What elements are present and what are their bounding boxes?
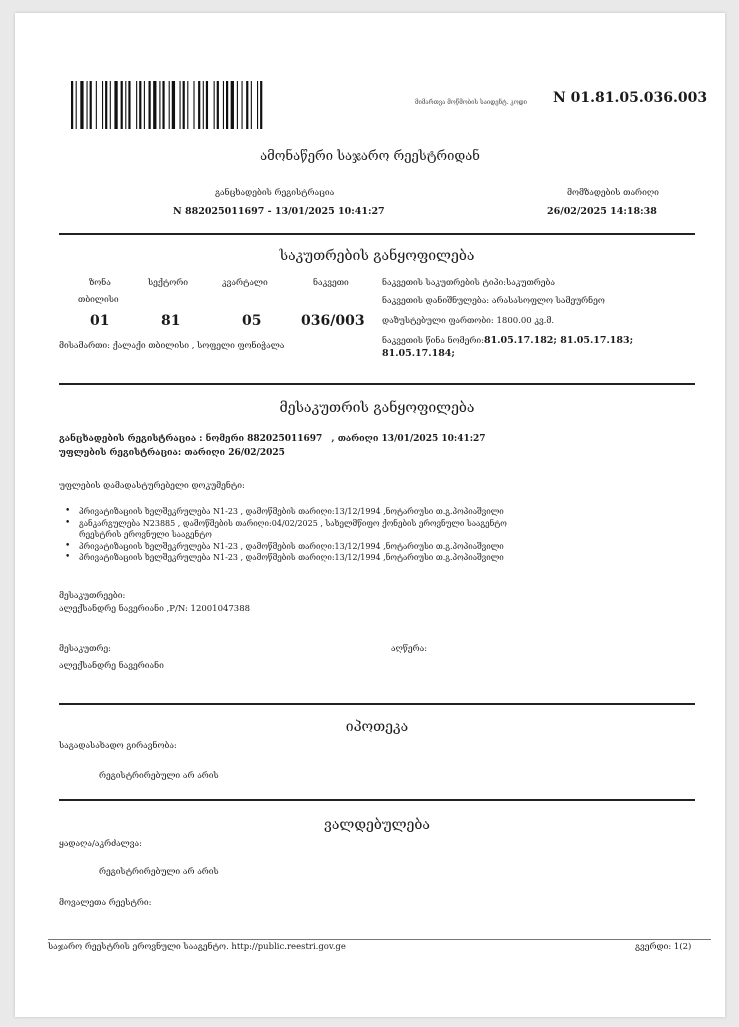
preparation-date-label: მომზადების თარიღი (567, 188, 659, 198)
owner-label: მესაკუთრე: (59, 644, 112, 654)
sector-value: 81 (161, 313, 181, 329)
seizure-label: ყადაღა/აკრძალვა: (59, 839, 142, 849)
previous-number-value-2: 81.05.17.184; (382, 348, 455, 359)
owner-section-title: მესაკუთრის განყოფილება (279, 400, 475, 416)
document-number: N 01.81.05.036.003 (553, 90, 708, 106)
divider (59, 703, 695, 705)
parcel-purpose (382, 296, 605, 306)
address: მისამართი: ქალაქი თბილისი , სოფელი ფონიჭალა (59, 341, 285, 351)
barcode (71, 81, 325, 129)
parcel-header: ნაკვეთი (313, 278, 349, 288)
divider (59, 233, 695, 235)
footer-agency: საჯარო რეესტრის ეროვნული სააგენტო. http://public.reestri.gov.ge (48, 942, 346, 952)
list-item: • პრივატიზაციის ხელშეკრულება N1-23 , დამოწმების თარიღი:13/12/1994 ,ნოტარიუსი თ.გ.პოპიაშვილი (63, 552, 683, 564)
owner-registration-number: განცხადების რეგისტრაცია : ნომერი 882025011697 (59, 434, 323, 444)
application-registration-value: N 882025011697 - 13/01/2025 10:41:27 (173, 206, 385, 217)
owner-registration (59, 434, 486, 444)
previous-number-value: 81.05.17.182; 81.05.17.183; (484, 335, 634, 346)
quarter-header: კვარტალი (222, 278, 268, 288)
ownership-type-value: საკუთრება (506, 278, 555, 288)
zone-value: 01 (90, 313, 110, 329)
owners-value: ალექსანდრე ნავერიანი ,P/N: 12001047388 (59, 604, 251, 614)
list-item: • პრივატიზაციის ხელშეკრულება N1-23 , დამოწმების თარიღი:13/12/1994 ,ნოტარიუსი თ.გ.პოპიაშვილი (63, 541, 683, 553)
application-registration-label: განცხადების რეგისტრაცია (215, 188, 335, 198)
page-number: გვერდი: 1(2) (635, 942, 692, 952)
list-item: • პრივატიზაციის ხელშეკრულება N1-23 , დამოწმების თარიღი:13/12/1994 ,ნოტარიუსი თ.გ.პოპიაშვილი (63, 506, 683, 518)
footer-divider (48, 939, 711, 940)
owner-registration-date: , თარიღი 13/01/2025 10:41:27 (331, 434, 486, 444)
tax-lien-value: რეგისტრირებული არ არის (99, 771, 219, 781)
description-label: აღწერა: (391, 644, 428, 654)
parcel-purpose-label: ნაკვეთის დანიშნულება: (382, 296, 490, 306)
page-title: ამონაწერი საჯარო რეესტრიდან (260, 149, 480, 164)
divider (59, 383, 695, 385)
zone-name: თბილისი (78, 295, 119, 305)
owner-value: ალექსანდრე ნავერიანი (59, 661, 164, 671)
parcel-value: 036/003 (301, 313, 365, 329)
preparation-date-value: 26/02/2025 14:18:38 (547, 206, 657, 217)
previous-number (382, 335, 633, 346)
quarter-value: 05 (242, 313, 262, 329)
debtors-registry-label: მოვალეთა რეესტრი: (59, 898, 152, 908)
divider (59, 799, 695, 801)
tax-lien-label: საგადასახადო გირავნობა: (59, 741, 177, 751)
parcel-area-value: 1800.00 კვ.მ. (496, 316, 555, 326)
ownership-type-label: ნაკვეთის საკუთრების ტიპი: (382, 278, 507, 288)
mortgage-section-title: იპოთეკა (345, 719, 409, 735)
property-section-title: საკუთრების განყოფილება (279, 248, 475, 264)
sector-header: სექტორი (148, 278, 189, 288)
parcel-area (382, 316, 554, 326)
right-registration: უფლების რეგისტრაცია: თარიღი 26/02/2025 (59, 448, 285, 458)
list-item-text: განკარგულება N23885 , დამოწმების თარიღი:04/02/2025 , სახელმწიფო ქონების ეროვნული სააგენტო (79, 518, 507, 528)
list-item (63, 518, 683, 541)
list-item-continuation: რეესტრის ეროვნული სააგენტო (79, 530, 212, 539)
parcel-purpose-value: არასასოფლო სამეურნეო (491, 296, 605, 306)
obligation-section-title: ვალდებულება (324, 817, 430, 833)
previous-number-label: ნაკვეთის წინა ნომერი: (382, 336, 484, 346)
zone-header: ზონა (89, 278, 111, 288)
barcode-caption: მიმართვა მოწმობის საიდენტ. კოდი (415, 99, 528, 106)
right-documents-label: უფლების დამადასტურებელი დოკუმენტი: (59, 481, 245, 491)
right-documents-list (63, 506, 683, 564)
seizure-value: რეგისტრირებული არ არის (99, 867, 219, 877)
owners-label: მესაკუთრეები: (59, 591, 126, 601)
parcel-area-label: დაზუსტებული ფართობი: (382, 316, 494, 326)
document-page (15, 13, 725, 1017)
ownership-type (382, 278, 555, 288)
